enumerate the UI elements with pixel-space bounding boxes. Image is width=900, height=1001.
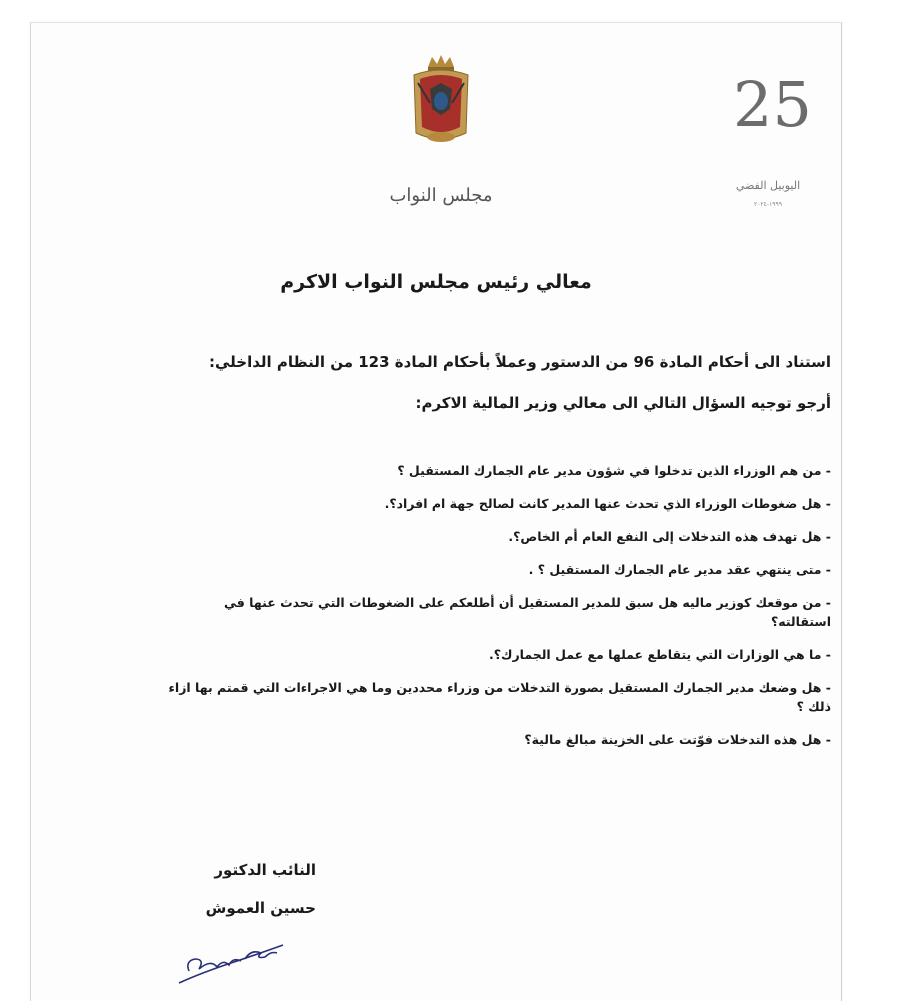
question-item: - هل ضغوطات الوزراء الذي تحدث عنها المدير كانت لصالح جهة ام افراد؟. <box>384 496 831 511</box>
intro-line-1: استناد الى أحكام المادة 96 من الدستور وعملاً بأحكام المادة 123 من النظام الداخلي: <box>208 353 831 371</box>
letter-page <box>30 22 842 1001</box>
signatory-title: النائب الدكتور <box>214 861 316 879</box>
jubilee-label: اليوبيل الفضي <box>735 179 801 192</box>
coat-of-arms-icon <box>406 53 476 148</box>
question-item: - من موقعك كوزير ماليه هل سبق للمدير المستقيل أن أطلعكم على الضغوطات التي تحدث عنها في استقالته؟ <box>223 595 831 629</box>
intro-line-2: أرجو توجيه السؤال التالي الى معالي وزير المالية الاكرم: <box>415 394 831 412</box>
coat-of-arms <box>381 53 501 213</box>
addressee-heading: معالي رئيس مجلس النواب الاكرم <box>280 271 592 293</box>
silver-jubilee-logo <box>733 68 812 223</box>
jubilee-years: ١٩٩٩-٢٠٢٤ <box>754 201 782 208</box>
questions-list <box>161 461 831 763</box>
signatory-name: حسين العموش <box>205 899 316 917</box>
question-item: - هل تهدف هذه التدخلات إلى النفع العام أم الخاص؟. <box>508 529 831 544</box>
question-item: - هل وضعك مدير الجمارك المستقيل بصورة التدخلات من وزراء محددين وما هي الاجراءات التي قمتم بها ازاء ذلك ؟ <box>168 680 831 714</box>
handwritten-signature <box>171 933 291 993</box>
question-item: - ما هي الوزارات التي يتقاطع عملها مع عمل الجمارك؟. <box>489 647 831 662</box>
question-item: - متى ينتهي عقد مدير عام الجمارك المستقيل ؟ . <box>528 562 831 577</box>
question-item: - هل هذه التدخلات فوّتت على الخزينة مبالغ مالية؟ <box>524 732 831 747</box>
question-item: - من هم الوزراء الذين تدخلوا في شؤون مدير عام الجمارك المستقيل ؟ <box>397 463 831 478</box>
jubilee-number: 25 <box>733 68 812 141</box>
emblem-caption: مجلس النواب <box>389 185 493 206</box>
